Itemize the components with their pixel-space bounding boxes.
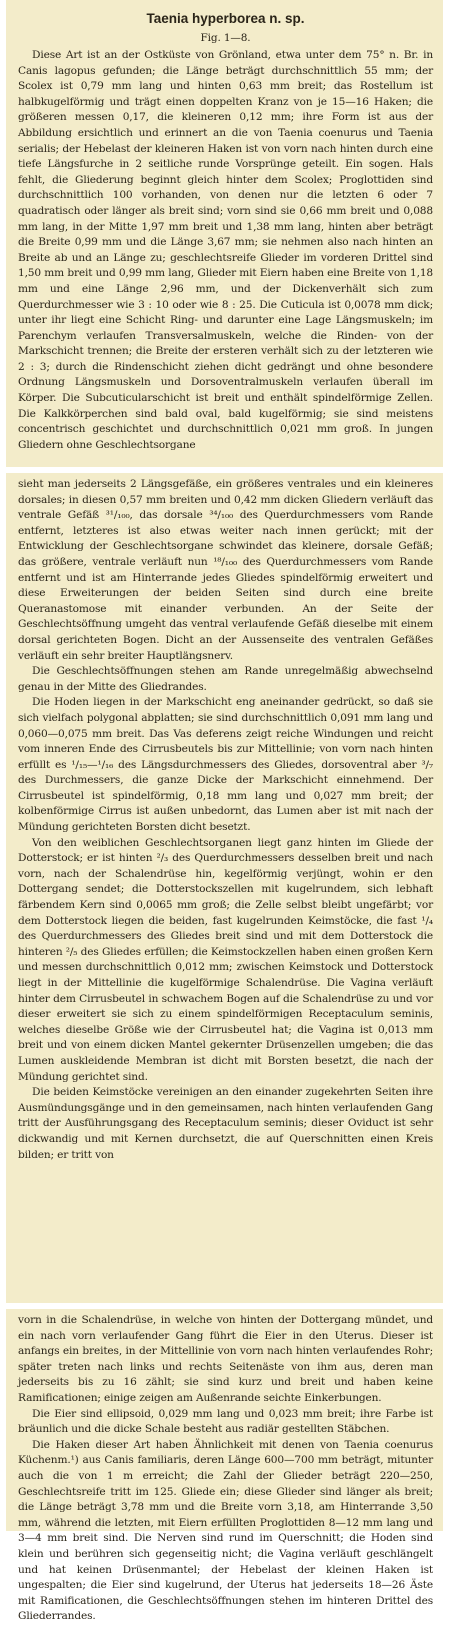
paragraph: Diese Art ist an der Ostküste von Grönland, etwa unter dem 75° n. Br. in Canis lagopus gefunden; die Länge beträgt durchschnittlich 55 mm; der Scolex ist 0,79 mm lang und hinten 0,63 mm breit; das Rostellum ist halbkugelförmig und trägt einen doppelten Kranz von je 15—16 Haken; die größeren messen 0,17, die kleineren 0,12 mm; ihre Form ist aus der Abbildung ersichtlich und erinnert an die von Taenia coenurus und Taenia serialis; der Hebelast der kleineren Haken ist von vorn nach hinten durch eine tiefe Längsfurche in 2 seitliche runde Vorsprünge geteilt. Ein sogen. Hals fehlt, die Gliederung beginnt gleich hinter dem Scolex; Proglottiden sind durchschnittlich 100 vorhanden, von denen nur die letzten 6 oder 7 quadratisch oder länger als breit sind; vorn sind sie 0,66 mm breit und 0,088 mm lang, in der Mitte 1,97 mm breit und 1,38 mm lang, hinten aber beträgt die Breite 0,99 mm und die Länge 3,67 mm; sie nehmen also nach hinten an Breite ab und an Länge zu; geschlechtsreife Glieder im vorderen Drittel sind 1,50 mm breit und 0,99 mm lang, Glieder mit Eiern haben eine Breite von 1,18 mm und eine Länge 2,96 mm, und der Dickenverhält sich zum Querdurchmesser wie 3 : 10 oder wie 8 : 25. Die Cuticula ist 0,0078 mm dick; unter ihr liegt eine Schicht Ring- und darunter eine Lage Längsmuskeln; im Parenchym verlaufen Transversalmuskeln, welche die Rinden- von der Markschicht trennen; die Breite der ersteren verhält sich zu der letzteren wie 2 : 3; durch die Rindenschicht ziehen dicht gedrängt und ohne besondere Ordnung Längsmuskeln und Dorsoventralmuskeln verlaufen überall im Körper. Die Subcuticularschicht ist breit und enthält spindelförmige Zellen. Die Kalkkörperchen sind bald oval, bald kugelförmig; sie sind meistens concentrisch geschichtet und durchschnittlich 0,021 mm groß. In jungen Gliedern ohne Geschlechtsorgane xyxy=(18,49,433,451)
figure-reference: Fig. 1—8. xyxy=(200,32,251,44)
paragraph: Die Haken dieser Art haben Ähnlichkeit mit denen von Taenia coenurus Küchenm.¹) aus Canis familiaris, deren Länge 600—700 mm beträgt, mitunter auch die von 1 m erreicht; die Zahl der Glieder beträgt 220—250, Geschlechtsreife tritt im 125. Gliede ein; diese Glieder sind länger als breit; die Länge beträgt 3,78 mm und die Breite vorn 3,18, am Hinterrande 3,50 mm, während die letzten, mit Eiern erfüllten Proglottiden 8—12 mm lang und 3—4 mm breit sind. Die Nerven sind rund im Querschnitt; die Hoden sind klein und berühren sich gegenseitig nicht; die Vagina verläuft geschlängelt und hat keinen Drüsenmantel; der Hebelast der kleinen Haken ist ungespalten; die Eier sind kugelrund, der Uterus hat jederseits 18—26 Äste mit Ramificationen, die Geschlechtsöffnungen stehen im hinteren Drittel des Gliederrandes. xyxy=(18,1438,433,1623)
text-block-3 xyxy=(6,1309,443,1623)
paragraph: Von den weiblichen Geschlechtsorganen liegt ganz hinten im Gliede der Dotterstock; er ist hinten ²/₃ des Querdurchmessers desselben breit und nach vorn, nach der Schalendrüse hin, kegelförmig verjüngt, wohin er den Dottergang sendet; die Dotterstockszellen mit kugelrundem, sich lebhaft färbendem Kern sind 0,0065 mm groß; die Zelle selbst bleibt ungefärbt; vor dem Dotterstock liegen die beiden, fast kugelrunden Keimstöcke, die fast ¹/₄ des Querdurchmessers des Gliedes breit sind und mit dem Dotterstock die hinteren ²/₅ des Gliedes erfüllen; die Keimstockzellen haben einen großen Kern und messen durchschnittlich 0,012 mm; zwischen Keimstock und Dotterstock liegt in der Mittellinie die kugelförmige Schalendrüse. Die Vagina verläuft hinter dem Cirrusbeutel in schwachem Bogen auf die Schalendrüse zu und vor dieser erweitert sie sich zu einem spindelförmigen Receptaculum seminis, welches dieselbe Größe wie der Cirrusbeutel hat; die Vagina ist 0,013 mm breit und von einem dicken Mantel gekernter Drüsenzellen umgeben; die das Lumen auskleidende Membran ist dicht mit Borsten besetzt, die nach der Mündung gerichtet sind. xyxy=(18,836,433,1083)
text-block-1 xyxy=(6,0,443,467)
paragraph: Die Hoden liegen in der Markschicht eng aneinander gedrückt, so daß sie sich vielfach polygonal abplatten; sie sind durchschnittlich 0,091 mm lang und 0,060—0,075 mm breit. Das Vas deferens zeigt reiche Windungen und reicht vom inneren Ende des Cirrusbeutels bis zur Mittellinie; von vorn nach hinten erfüllt es ¹/₁₅—¹/₁₆ des Längsdurchmessers des Gliedes, dorsoventral aber ³/₇ des Durchmessers, die ganze Dicke der Markschicht einnehmend. Der Cirrusbeutel ist spindelförmig, 0,18 mm lang und 0,027 mm breit; der kolbenförmige Cirrus ist außen unbedornt, das Lumen aber ist mit nach der Mündung gerichteten Borsten dicht besetzt. xyxy=(18,696,433,834)
text-block-2 xyxy=(6,473,443,1303)
paragraph: Die beiden Keimstöcke vereinigen an den einander zugekehrten Seiten ihre Ausmündungsgänge und in den gemeinsamen, nach hinten verlaufenden Gang tritt der Ausführungsgang des Receptaculum seminis; dieser Oviduct ist sehr dickwandig und mit Kernen durchsetzt, die auf Querschnitten einen Kreis bilden; er tritt von xyxy=(18,1086,433,1161)
paragraph: sieht man jederseits 2 Längsgefäße, ein größeres ventrales und ein kleineres dorsales; in diesen 0,57 mm breiten und 0,42 mm dicken Gliedern verläuft das ventrale Gefäß ³¹/₁₀₀, das dorsale ³⁴/₁₀₀ des Querdurchmessers vom Rande entfernt, letzteres ist also etwas weiter nach innen gerückt; mit der Entwicklung der Geschlechtsorgane schwindet das kleinere, dorsale Gefäß; das größere, ventrale verläuft nun ¹⁸/₁₀₀ des Querdurchmessers vom Rande entfernt und ist am Hinterrande jedes Gliedes spindelförmig erweitert und diese Erweiterungen der beiden Seiten sind durch eine breite Queranastomose mit einander verbunden. An der Seite der Geschlechtsöffnung umgeht das ventral verlaufende Gefäß dieselbe mit einem dorsal gerichteten Bogen. Dicht an der Aussenseite des ventralen Gefäßes verläuft ein sehr breiter Hauptlängsnerv. xyxy=(18,478,433,662)
paragraph: Die Eier sind ellipsoid, 0,029 mm lang und 0,023 mm breit; ihre Farbe ist bräunlich und die dicke Schale besteht aus radiär gestellten Stäbchen. xyxy=(18,1407,433,1436)
paragraph: vorn in die Schalendrüse, in welche von hinten der Dottergang mündet, und ein nach vorn verlaufender Gang führt die Eier in den Uterus. Dieser ist anfangs ein breites, in der Mittellinie von vorn nach hinten verlaufendes Rohr; später treten nach links und rechts Seitenäste von ihm aus, deren man jederseits bis zu 16 zählt; sie sind kurz und breit und haben keine Ramificationen; einige zeigen am Außenrande seichte Einkerbungen. xyxy=(18,1314,433,1404)
page-title: Taenia hyperborea n. sp. xyxy=(146,11,305,26)
paragraph: Die Geschlechtsöffnungen stehen am Rande unregelmäßig abwechselnd genau in der Mitte des Gliedrandes. xyxy=(18,665,433,693)
